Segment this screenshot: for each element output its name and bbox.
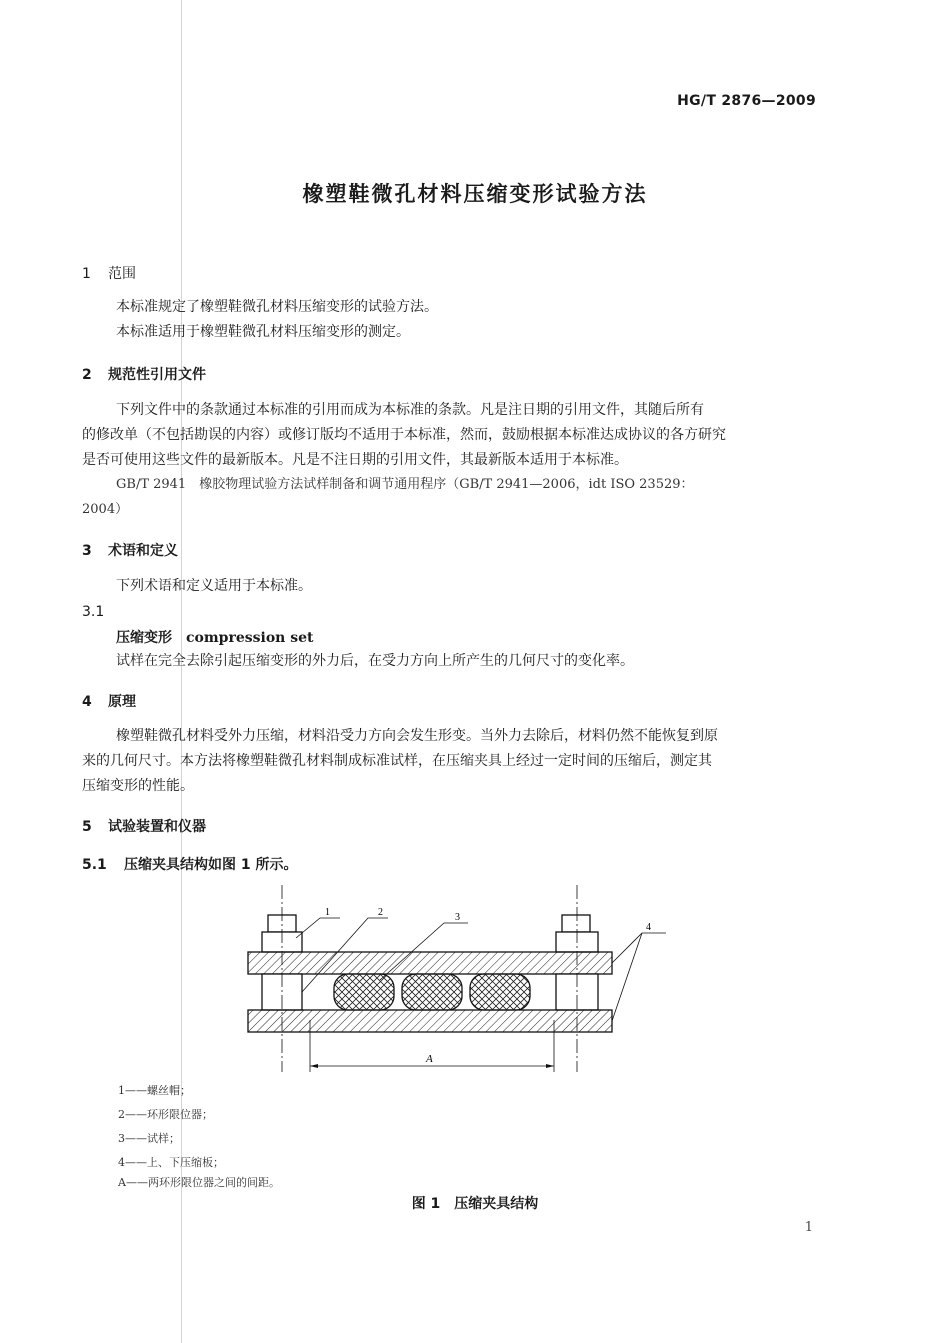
paragraph-line: 的修改单（不包括勘误的内容）或修订版均不适用于本标准，然而，鼓励根据本标准达成协议的各方研究 [82, 427, 726, 443]
sample-3 [470, 974, 530, 1010]
normative-reference-cont: 2004） [82, 502, 129, 517]
section-number: 2 [82, 367, 92, 383]
compression-clamp-figure [230, 880, 670, 1080]
paragraph-line: 下列术语和定义适用于本标准。 [116, 578, 312, 594]
section-5-heading [82, 816, 206, 836]
section-number: 5 [82, 819, 92, 835]
section-number: 1 [82, 266, 91, 282]
sample-1 [334, 974, 394, 1010]
paragraph-line: 下列文件中的条款通过本标准的引用而成为本标准的条款。凡是注日期的引用文件，其随后所有 [116, 402, 704, 418]
section-title: 术语和定义 [108, 543, 178, 559]
subsection-number: 3.1 [82, 604, 105, 620]
subsection-text: 压缩夹具结构如图 1 所示。 [124, 857, 298, 873]
page-number: 1 [804, 1220, 813, 1235]
dimension-arrow-left [310, 1064, 318, 1068]
legend-item: 2——环形限位器； [118, 1108, 213, 1121]
standard-code: HG/T 2876—2009 [677, 93, 816, 109]
callout-4-leader-upper [612, 933, 666, 963]
paragraph-line: 橡塑鞋微孔材料受外力压缩，材料沿受力方向会发生形变。当外力去除后，材料仍然不能恢复到原 [116, 728, 718, 744]
document-title: 橡塑鞋微孔材料压缩变形试验方法 [302, 182, 648, 206]
section-2-heading [82, 364, 206, 384]
paragraph-line: 本标准规定了橡塑鞋微孔材料压缩变形的试验方法。 [116, 299, 438, 315]
dimension-arrow-right [546, 1064, 554, 1068]
legend-item: 1——螺丝帽； [118, 1084, 191, 1097]
sample-2 [402, 974, 462, 1010]
legend-item: 3——试样； [118, 1132, 180, 1145]
paragraph-line: 来的几何尺寸。本方法将橡塑鞋微孔材料制成标准试样，在压缩夹具上经过一定时间的压缩后，测定其 [82, 753, 712, 769]
callout-1: 1 [325, 907, 330, 918]
section-number: 3 [82, 543, 92, 559]
subsection-5-1 [82, 854, 298, 874]
paragraph-line: 本标准适用于橡塑鞋微孔材料压缩变形的测定。 [116, 324, 410, 340]
paragraph-line: 压缩变形的性能。 [82, 778, 194, 794]
lower-compression-plate [248, 1010, 612, 1032]
paragraph-line: 是否可使用这些文件的最新版本。凡是不注日期的引用文件，其最新版本适用于本标准。 [82, 452, 628, 468]
term-entry [116, 627, 313, 647]
callout-4: 4 [646, 922, 651, 933]
subsection-number: 5.1 [82, 857, 107, 873]
legend-item: 4——上、下压缩板； [118, 1156, 224, 1169]
right-nut-top [562, 915, 590, 932]
section-title: 规范性引用文件 [108, 367, 206, 383]
callout-2: 2 [378, 907, 383, 918]
term-english: compression set [186, 630, 314, 646]
callout-4-leader-lower [612, 933, 642, 1021]
section-4-heading [82, 691, 136, 711]
section-title: 试验装置和仪器 [108, 819, 206, 835]
section-title: 范围 [108, 266, 136, 282]
upper-compression-plate [248, 952, 612, 974]
callout-3: 3 [455, 912, 460, 923]
normative-reference: GB/T 2941 橡胶物理试验方法试样制备和调节通用程序（GB/T 2941—2006，idt ISO 23529： [116, 477, 694, 492]
figure-caption: 图 1 压缩夹具结构 [411, 1196, 539, 1212]
section-number: 4 [82, 694, 92, 710]
section-title: 原理 [108, 694, 136, 710]
term-definition: 试样在完全去除引起压缩变形的外力后，在受力方向上所产生的几何尺寸的变化率。 [116, 653, 634, 669]
term-chinese: 压缩变形 [116, 630, 172, 646]
section-3-heading [82, 540, 178, 560]
section-1-heading [82, 263, 136, 283]
legend-item: A——两环形限位器之间的间距。 [118, 1176, 280, 1189]
dimension-label: A [426, 1053, 433, 1065]
